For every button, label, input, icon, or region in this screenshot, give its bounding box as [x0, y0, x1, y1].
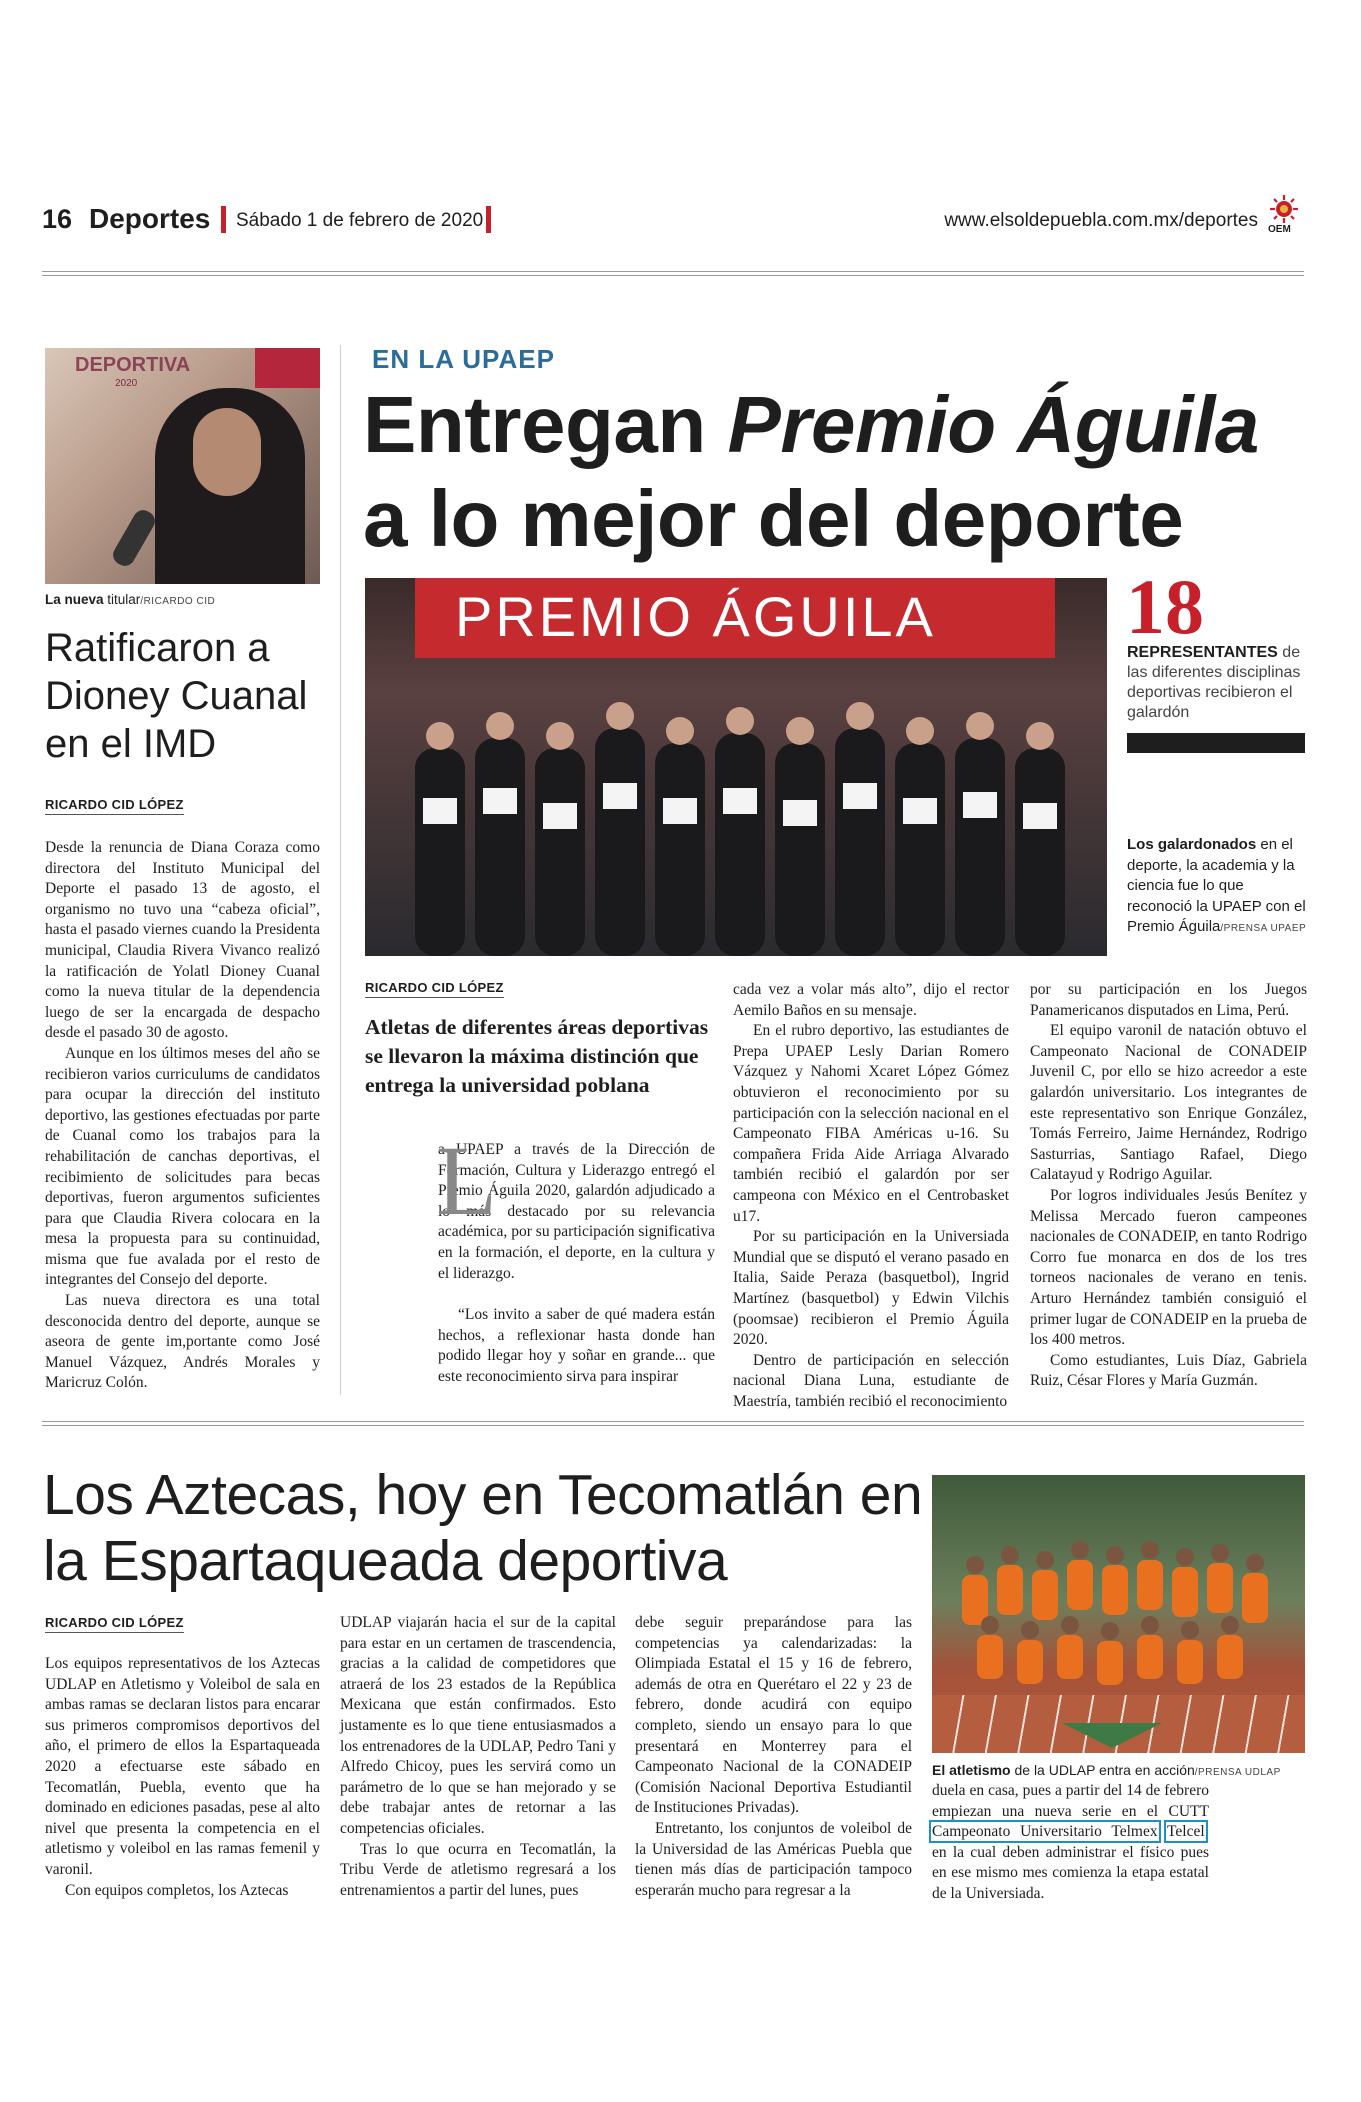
bottom-col2 — [340, 1613, 616, 1901]
bottom-col1 — [45, 1654, 320, 1901]
left-paragraph-2: Aunque en los últimos meses del año se recibieron varios curriculums de candidatos para ocupar la dirección del instituto deportivo, las gestiones efectuadas por parte de Cuanal como los trabajos para la rehabilitación de canchas deportivas, el recibimiento de solicitudes para becas deportivas, fueron argumentos suficientes para que Claudia Rivera colocara en la mesa la propuesta para su continuidad, misma que fue avalada por el resto de integrantes del Consejo del deporte. — [45, 1044, 320, 1289]
udlap-athletics-photo — [932, 1475, 1305, 1753]
bottom-col4 — [932, 1781, 1209, 1905]
oem-logo — [1264, 194, 1304, 240]
left-body — [45, 838, 320, 1394]
cutt-highlight-1[interactable]: Campeonato Universitario Telmex — [932, 1823, 1158, 1841]
main-col1-first: a UPAEP a través de la Dirección de Formación, Cultura y Liderazgo entregó el Premio Águila 2020, galardón adjudicado a lo más destacado por su relevancia académica, por su participación significativa en la formación, el deporte, en la cultura y el liderazgo. — [438, 1141, 715, 1282]
main-col2 — [733, 980, 1009, 1412]
page-header — [42, 200, 1304, 240]
oem-logo-text: OEM — [1268, 224, 1291, 235]
udlap-caption-credit: /PRENSA UDLAP — [1194, 1767, 1281, 1778]
main-caption-credit: /PRENSA UPAEP — [1220, 923, 1307, 934]
drop-cap: L — [436, 1125, 498, 1236]
col4-end: ; en la cual deben administrar el físico pues en ese mismo mes comienza la etapa estatal de la Universiada. — [932, 1823, 1209, 1902]
main-col2-p3: Por su participación en la Universiada Mundial que se disputó el verano pasado en Italia, Saide Peraza (basquetbol), Ingrid Martínez (basquetbol) y Edwin Vilchis (poomsae) recibieron el Premio Águila 2020. — [733, 1228, 1009, 1349]
caption-bold: La nueva — [45, 592, 104, 607]
caption-credit: /RICARDO CID — [140, 596, 216, 607]
section-name: Deportes — [89, 203, 211, 234]
premio-aguila-photo — [365, 578, 1107, 956]
bottom-headline: Los Aztecas, hoy en Tecomatlán en la Espartaqueada deportiva — [43, 1463, 923, 1593]
bottom-col4-p1 — [932, 1781, 1209, 1905]
main-photo-caption — [1127, 835, 1307, 940]
main-col3-p3: Por logros individuales Jesús Benítez y Melissa Mercado fueron campeones nacionales de CONADEIP, en tanto Rodrigo Corro fue monarca en dos de los tres torneos nacionales de verano en tenis. Arturo Hernández también consiguió el primer lugar de CONADEIP en la prueba de los 400 metros. — [1030, 1186, 1307, 1349]
main-col2-p4: Dentro de participación en selección nacional Diana Luna, estudiante de Maestría, también recibió el reconocimiento — [733, 1351, 1009, 1410]
cutt-highlight-2[interactable]: Telcel — [1167, 1823, 1205, 1841]
header-separator-2 — [486, 206, 491, 233]
column-divider-left — [340, 345, 341, 1395]
main-headline-part2: a lo mejor del deporte — [363, 474, 1184, 563]
group-of-honorees — [405, 688, 1075, 956]
bottom-col3-p2: Entretanto, los conjuntos de voleibol de la Universidad de las Américas Puebla que tienen más días de participación tampoco esperarán mucho para regresar a la — [635, 1819, 912, 1899]
page-number: 16 — [42, 204, 73, 234]
stat-bold: REPRESENTANTES — [1127, 644, 1278, 661]
main-col3-p1: por su participación en los Juegos Panamericanos disputados en Lima, Perú. — [1030, 981, 1307, 1019]
udlap-caption-bold: El atletismo — [932, 1762, 1011, 1778]
dioney-photo — [45, 348, 320, 584]
main-caption-rest: en el deporte, la academia y la ciencia fue lo que reconoció la UPAEP con el Premio Águila — [1127, 836, 1306, 935]
bottom-col3-p1: debe seguir preparándose para las competencias ya calendarizadas: la Olimpiada Estatal el 15 y 16 de febrero, además de otra en Querétaro el 22 y 23 de febrero, donde acudirá con equipo completo, siendo un ensayo para lo que presentará en Monterrey para el Campeonato Nacional de la CONADEIP (Comisión Nacional Deportiva Estudiantil de Instituciones Privadas). — [635, 1614, 912, 1817]
mid-page-rule — [42, 1421, 1304, 1426]
main-col2-p2: En el rubro deportivo, las estudiantes de Prepa UPAEP Lesly Darian Romero Vázquez y Nahomi Xcaret López Gómez obtuvieron el reconocimiento por su participación con la selección nacional en el Campeonato FIBA Américas u-16. Su compañera Frida Aide Arriaga Alvarado también recibió el galardón por ser campeona con México en el Centrobasket u17. — [733, 1022, 1009, 1225]
main-kicker: EN LA UPAEP — [372, 344, 555, 374]
main-col3-p2: El equipo varonil de natación obtuvo el Campeonato Nacional de CONADEIP Juvenil C, por ello se hizo acreedor a este galardón universitario. Los integrantes de este representativo son Enrique González, Tomás Ferreiro, Jaime Hernández, Rodrigo Sasturrias, Santiago Rafael, Diego Calatayud y Rodrigo Aguilar. — [1030, 1022, 1307, 1184]
left-paragraph-3: Las nueva directora es una total desconocida dentro del deporte, aunque se aseora de gente im,portante como José Manuel Vázquez, Andrés Morales y Maricruz Colón. — [45, 1292, 320, 1392]
athletes-group — [942, 1535, 1295, 1715]
dioney-photo-caption — [45, 591, 320, 611]
bottom-col2-p1: UDLAP viajarán hacia el sur de la capital para estar en un certamen de trascendencia, gracias a la calidad de competidores que atraerá de los 23 estados de la República Mexicana que están confirmados. Esto justamente es lo que tiene entusiasmados a los entrenadores de la UDLAP, Pedro Tani y Alfredo Chicoy, pues les servirá como un parámetro de lo que se han mejorado y se debe trabajar antes de retornar a las competencias oficiales. — [340, 1614, 616, 1837]
bottom-col3 — [635, 1613, 912, 1901]
main-subheadline: Atletas de diferentes áreas deportivas se llevaron la máxima distinción que entrega la universidad poblana — [365, 1015, 709, 1097]
microphone-icon — [109, 507, 158, 570]
sun-logo-icon — [1264, 194, 1304, 224]
field-triangle — [1062, 1723, 1162, 1748]
woman-face — [193, 408, 261, 496]
main-col2-p1: cada vez a volar más alto”, dijo el rector Aemilo Baños en su mensaje. — [733, 981, 1009, 1019]
header-rule — [42, 271, 1304, 276]
bottom-byline: RICARDO CID LÓPEZ — [45, 1615, 184, 1633]
main-byline: RICARDO CID LÓPEZ — [365, 980, 504, 998]
photo-banner-title: PREMIO ÁGUILA — [455, 585, 936, 648]
main-headline-part1: Entregan — [363, 380, 728, 469]
udlap-photo-caption — [932, 1761, 1307, 1782]
photo-banner-text: DEPORTIVA — [75, 354, 191, 376]
left-headline: Ratificaron a Dioney Cuanal en el IMD — [45, 626, 308, 766]
stat-description — [1127, 643, 1307, 723]
stat-rest: de las diferentes disciplinas deportivas recibieron el galardón — [1127, 644, 1301, 721]
main-col3 — [1030, 980, 1307, 1392]
header-date: Sábado 1 de febrero de 2020 — [236, 210, 484, 231]
left-paragraph-1: Desde la renuncia de Diana Coraza como directora del Instituto Municipal del Deporte el pasado 13 de agosto, el organismo no tuvo una “cabeza oficial”, hasta el pasado viernes cuando la Presidenta municipal, Claudia Rivera Vivanco realizó la ratificación de Yolatl Dioney Cuanal como la nueva titular de la dependencia luego de ser la encargada de despacho desde el pasado 30 de agosto. — [45, 839, 320, 1042]
stat-bar — [1127, 733, 1305, 753]
udlap-caption-rest: de la UDLAP entra en acción — [1010, 1762, 1195, 1778]
main-caption-bold: Los galardonados — [1127, 836, 1257, 853]
main-headline — [363, 378, 1313, 566]
main-col1-second: “Los invito a saber de qué madera están hechos, a reflexionar hasta donde han podido llegar hoy y soñar en grande... que este reconocimiento sirva para inspirar — [438, 1306, 715, 1385]
photo-banner-red — [255, 348, 320, 388]
stat-number: 18 — [1126, 563, 1204, 650]
header-separator — [221, 206, 226, 233]
photo-banner-sub: 2020 — [115, 378, 138, 389]
bottom-col1-p2: Con equipos completos, los Aztecas — [65, 1881, 289, 1899]
main-headline-italic: Premio Águila — [727, 380, 1259, 469]
main-col1-continued — [438, 1305, 715, 1387]
left-byline: RICARDO CID LÓPEZ — [45, 797, 184, 815]
col4-start: duela en casa, pues a partir del 14 de febrero empiezan una nueva serie en el CUTT — [932, 1782, 1209, 1820]
header-url[interactable]: www.elsoldepuebla.com.mx/deportes — [944, 210, 1258, 231]
caption-rest: titular — [103, 592, 141, 607]
main-col3-p4: Como estudiantes, Luis Díaz, Gabriela Ruiz, César Flores y María Guzmán. — [1030, 1351, 1307, 1390]
bottom-col2-p2: Tras lo que ocurra en Tecomatlán, la Tribu Verde de atletismo regresará a los entrenamientos a partir del lunes, pues — [340, 1840, 616, 1899]
bottom-col1-p1: Los equipos representativos de los Aztecas UDLAP en Atletismo y Voleibol de sala en ambas ramas se declaran listos para encarar sus primeros compromisos deportivos del año, el primero de ellos la Espartaqueada 2020 a efectuarse este sábado en Tecomatlán, Puebla, evento que ha dominado en ediciones pasadas, pese al alto nivel que presenta la competencia en el atletismo y voleibol en las ramas femenil y varonil. — [45, 1655, 320, 1878]
